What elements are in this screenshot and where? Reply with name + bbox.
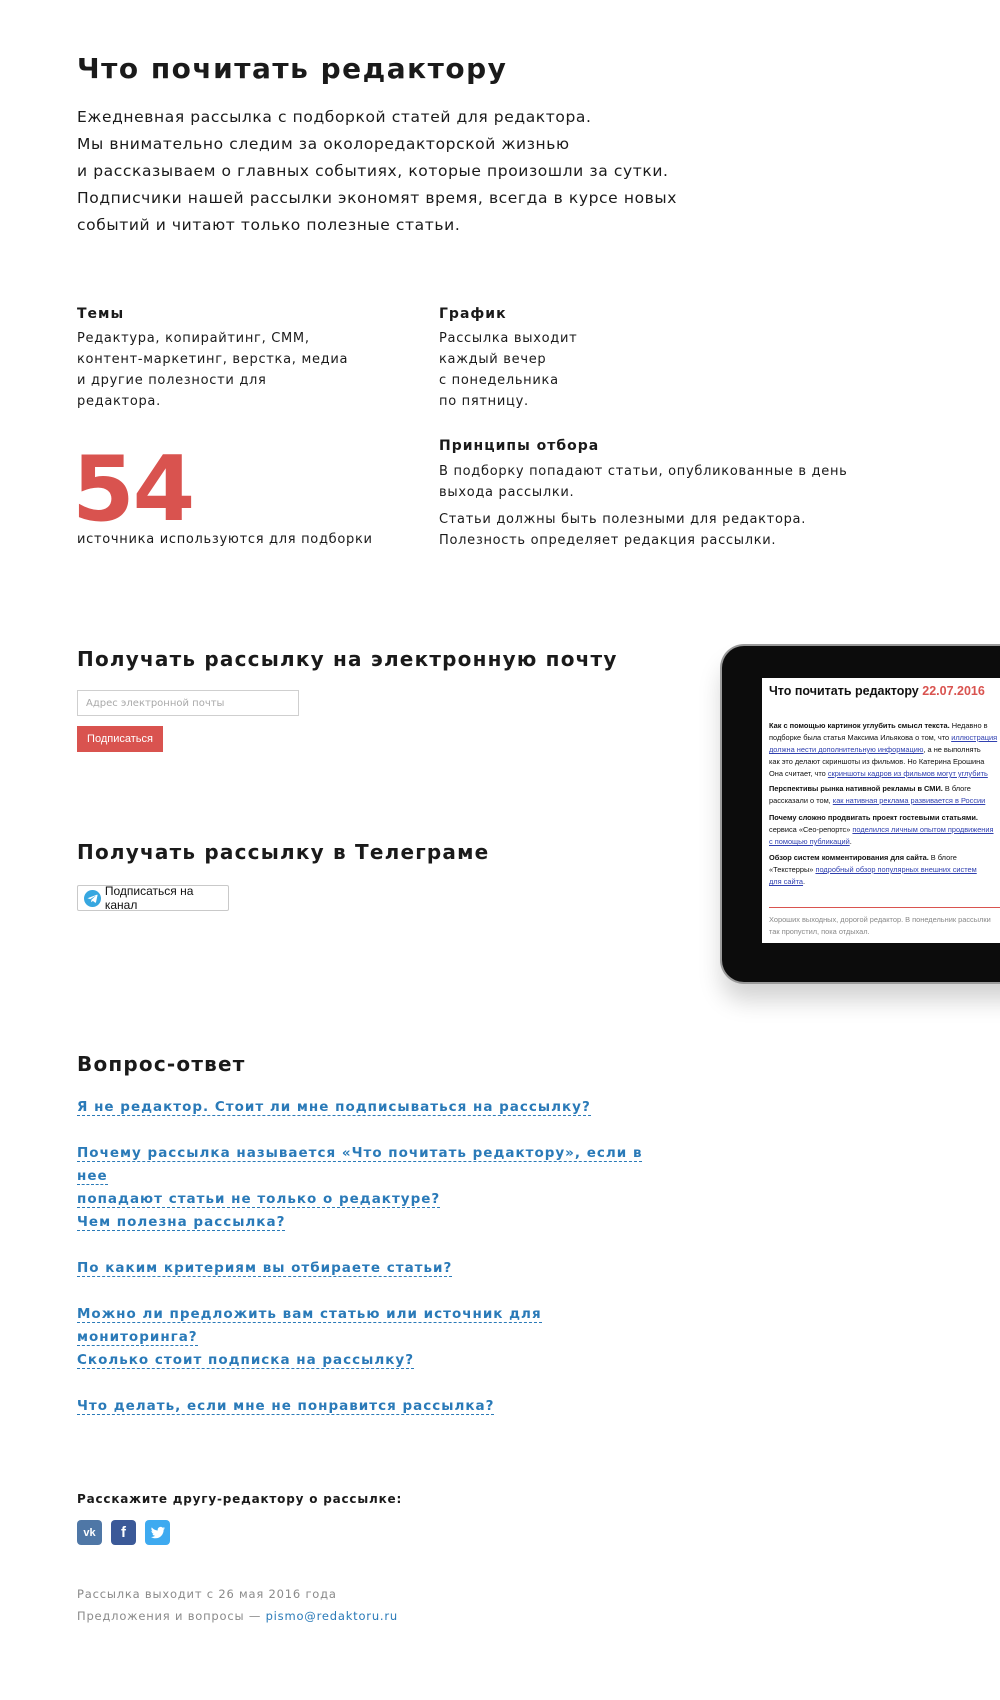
principles-text-1: В подборку попадают статьи, опубликованные в день выхода рассылки. — [439, 464, 848, 500]
vk-share-button[interactable] — [77, 1520, 102, 1545]
intro-text: Ежедневная рассылка с подборкой статей для редактора. Мы внимательно следим за околоредакторской жизнью и рассказываем о главных событиях, которые произошли за сутки. Подписчики нашей рассылки экономят время, всегда в курсе новых событий и читают только полезные статьи. — [77, 108, 678, 234]
tablet-screen — [762, 678, 1000, 943]
email-input[interactable] — [77, 690, 299, 716]
principles-title: Принципы отбора — [439, 438, 600, 454]
telegram-button-label: Подписаться на канал — [104, 884, 194, 912]
preview-item-3: Почему сложно продвигать проект гостевыми статьями. сервиса «Сео-репортс» поделился личным опытом продвижения с помощью публикаций. — [769, 813, 994, 846]
faq-question[interactable]: Сколько стоит подписка на рассылку? — [77, 1352, 415, 1368]
vk-icon: vk — [83, 1527, 96, 1539]
subscribe-button[interactable]: Подписаться — [77, 726, 163, 752]
preview-item-4: Обзор систем комментирования для сайта. В блоге «Текстерры» подробный обзор популярных внешних систем для сайта. — [769, 853, 977, 886]
twitter-icon — [145, 1520, 170, 1545]
schedule-title: График — [439, 306, 507, 322]
faq-question[interactable]: Можно ли предложить вам статью или источник для мониторинга? — [77, 1306, 542, 1345]
faq-question[interactable]: Почему рассылка называется «Что почитать редактору», если в нее попадают статьи не только о редактуре? — [77, 1145, 643, 1207]
facebook-icon: f — [121, 1524, 126, 1541]
preview-title: Что почитать редактору 22.07.2016 — [769, 684, 985, 698]
faq-question[interactable]: Что делать, если мне не понравится рассылка? — [77, 1398, 495, 1414]
twitter-share-button[interactable] — [145, 1520, 170, 1545]
facebook-share-button[interactable] — [111, 1520, 136, 1545]
preview-item-1: Как с помощью картинок углубить смысл текста. Недавно в подборке была статья Максима Ильякова о том, что иллюстрация должна нести дополнительную информацию, а не выполнять как это делают скриншоты из фильмов. Но Катерина Ерошина Она считает, что скриншоты кадров из фильмов могут углубить — [769, 721, 998, 778]
tablet-preview — [722, 646, 1000, 982]
preview-date: 22.07.2016 — [922, 684, 985, 698]
footer-since: Рассылка выходит с 26 мая 2016 года — [77, 1587, 337, 1601]
telegram-icon — [84, 890, 101, 907]
topics-text: Редактура, копирайтинг, СММ, контент-маркетинг, верстка, медиа и другие полезности для редактора. — [77, 331, 349, 409]
preview-item-2: Перспективы рынка нативной рекламы в СМИ. В блоге рассказали о том, как нативная реклама развивается в России — [769, 784, 986, 805]
telegram-title: Получать рассылку в Телеграме — [77, 840, 490, 864]
faq-title: Вопрос-ответ — [77, 1052, 246, 1076]
preview-divider — [769, 907, 1000, 908]
preview-note: Хороших выходных, дорогой редактор. В понедельник рассылки так пропустил, пока отдыхал. — [769, 915, 991, 936]
faq-question[interactable]: Чем полезна рассылка? — [77, 1214, 286, 1230]
sources-caption: источника используются для подборки — [77, 532, 373, 547]
telegram-subscribe-button[interactable] — [77, 885, 229, 911]
footer-email-link[interactable]: pismo@redaktoru.ru — [265, 1609, 398, 1623]
sources-count: 54 — [72, 437, 194, 542]
footer-contact: Предложения и вопросы — pismo@redaktoru.ru — [77, 1609, 398, 1623]
principles-text-2: Статьи должны быть полезными для редактора. Полезность определяет редакция рассылки. — [439, 512, 807, 548]
faq-question[interactable]: По каким критериям вы отбираете статьи? — [77, 1260, 453, 1276]
email-signup-title: Получать рассылку на электронную почту — [77, 647, 618, 671]
schedule-text: Рассылка выходит каждый вечер с понедельника по пятницу. — [439, 331, 578, 409]
faq-question[interactable]: Я не редактор. Стоит ли мне подписываться на рассылку? — [77, 1099, 591, 1115]
page-title: Что почитать редактору — [77, 52, 508, 85]
share-title: Расскажите другу-редактору о рассылке: — [77, 1492, 403, 1506]
topics-title: Темы — [77, 306, 125, 322]
